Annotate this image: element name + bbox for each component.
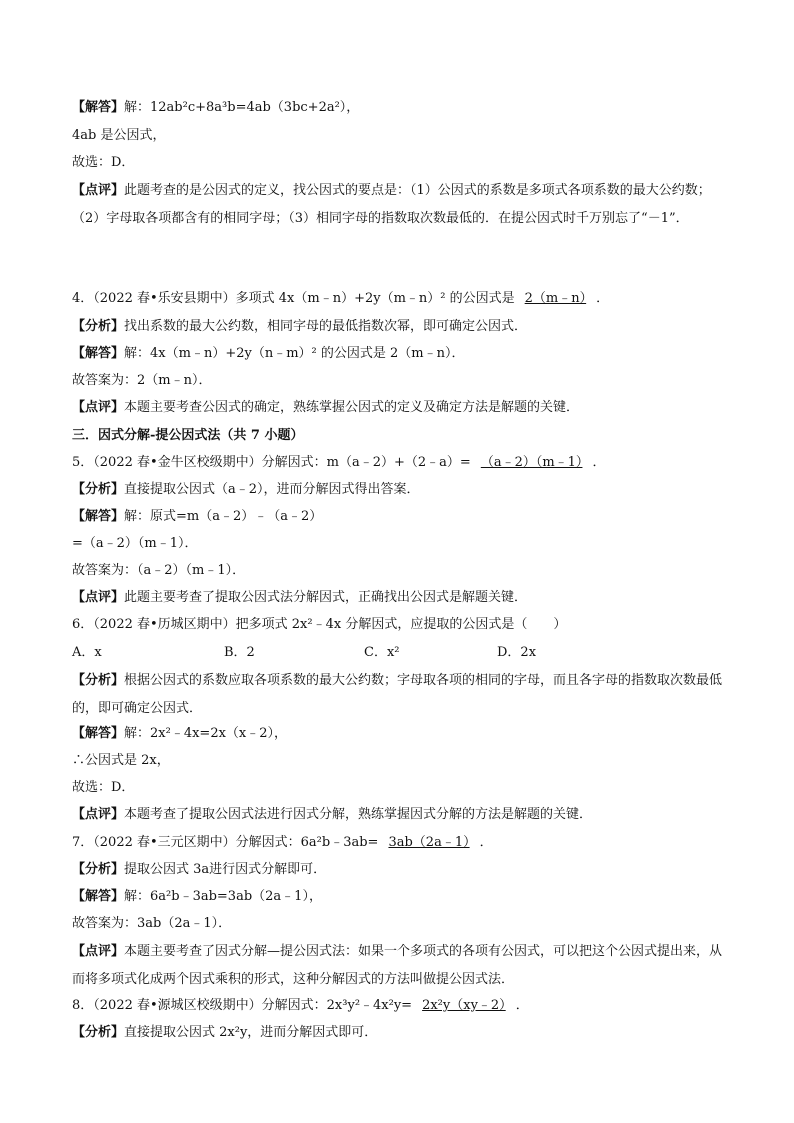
q6-solution: 【解答】解：2x²﹣4x=2x（x﹣2）， (72, 726, 288, 741)
q3-comment: 【点评】此题考查的是公因式的定义，找公因式的要点是：（1）公因式的系数是多项式各项系数的最大公约数；（2）字母取各项都含有的相同字母；（3）相同字母的指数取次数最低的．在提公因式时千万别忘了“－1”． (72, 183, 711, 226)
q3-solution-line: 【解答】解：12ab²c+8a³b=4ab（3bc+2a²）， (72, 100, 360, 115)
section-heading: 三．因式分解-提公因式法（共 7 小题） (72, 428, 304, 443)
q4-result: 故答案为：2（m﹣n）． (72, 373, 212, 388)
q6-option-d: D．2x (497, 645, 537, 660)
q6-options (72, 645, 732, 661)
q7-analysis: 【分析】提取公因式 3a进行因式分解即可． (72, 862, 327, 877)
q7-comment: 【点评】本题主要考查了因式分解—提公因式法：如果一个多项式的各项有公因式，可以把这个公因式提出来，从而将多项式化成两个因式乘积的形式，这种分解因式的方法叫做提公因式法． (72, 944, 723, 987)
q3-solution-line2: 4ab 是公因式， (72, 128, 166, 143)
q5-solution-2: =（a﹣2）（m﹣1）． (72, 536, 198, 551)
q5-comment: 【点评】此题主要考查了提取公因式法分解因式，正确找出公因式是解题关键． (72, 590, 528, 605)
q6-comment: 【点评】本题考查了提取公因式法进行因式分解，熟练掌握因式分解的方法是解题的关键． (72, 807, 593, 822)
q5-stem: 5．（2022 春•金牛区校级期中）分解因式：m（a﹣2）+（2﹣a）= （a﹣2）（m﹣1） ． (72, 455, 606, 470)
q6-solution-2: ∴公因式是 2x， (72, 753, 170, 768)
q4-answer: 2（m﹣n） (524, 291, 587, 306)
q7-answer: 3ab（2a﹣1） (388, 835, 470, 850)
q7-result: 故答案为：3ab（2a﹣1）． (72, 916, 232, 931)
q6-analysis: 【分析】根据公因式的系数应取各项系数的最大公约数；字母取各项的相同的字母，而且各字母的指数取次数最低的，即可确定公因式． (72, 673, 723, 716)
q6-option-c: C．x² (364, 645, 400, 660)
q5-analysis: 【分析】直接提取公因式（a﹣2），进而分解因式得出答案． (72, 482, 420, 497)
q5-result: 故答案为：（a﹣2）（m﹣1）． (72, 563, 246, 578)
q4-comment: 【点评】本题主要考查公因式的确定，熟练掌握公因式的定义及确定方法是解题的关键． (72, 400, 580, 415)
q3-choice-line: 故选：D． (72, 155, 135, 170)
q4-analysis: 【分析】找出系数的最大公约数，相同字母的最低指数次幂，即可确定公因式． (72, 319, 528, 334)
q8-stem: 8．（2022 春•源城区校级期中）分解因式：2x³y²﹣4x²y= 2x²y（xy﹣2） ． (72, 998, 529, 1013)
q7-stem: 7．（2022 春•三元区期中）分解因式：6a²b﹣3ab= 3ab（2a﹣1） ． (72, 835, 493, 850)
q8-answer: 2x²y（xy﹣2） (422, 998, 506, 1013)
q6-option-a: A．x (72, 645, 102, 660)
q5-solution: 【解答】解：原式=m（a﹣2）﹣（a﹣2） (72, 509, 323, 524)
q6-option-b: B．2 (224, 645, 255, 660)
q6-result: 故选：D． (72, 780, 135, 795)
q6-stem: 6．（2022 春•历城区期中）把多项式 2x²﹣4x 分解因式，应提取的公因式是（ ） (72, 617, 567, 632)
q7-solution: 【解答】解：6a²b﹣3ab=3ab（2a﹣1）， (72, 889, 322, 904)
q4-stem: 4．（2022 春•乐安县期中）多项式 4x（m﹣n）+2y（m﹣n）² 的公因式是 2（m﹣n） ． (72, 291, 610, 306)
q4-solution: 【解答】解：4x（m﹣n）+2y（n﹣m）² 的公因式是 2（m﹣n）． (72, 346, 465, 361)
q5-answer: （a﹣2）（m﹣1） (480, 455, 583, 470)
q8-analysis: 【分析】直接提取公因式 2x²y，进而分解因式即可． (72, 1025, 378, 1040)
